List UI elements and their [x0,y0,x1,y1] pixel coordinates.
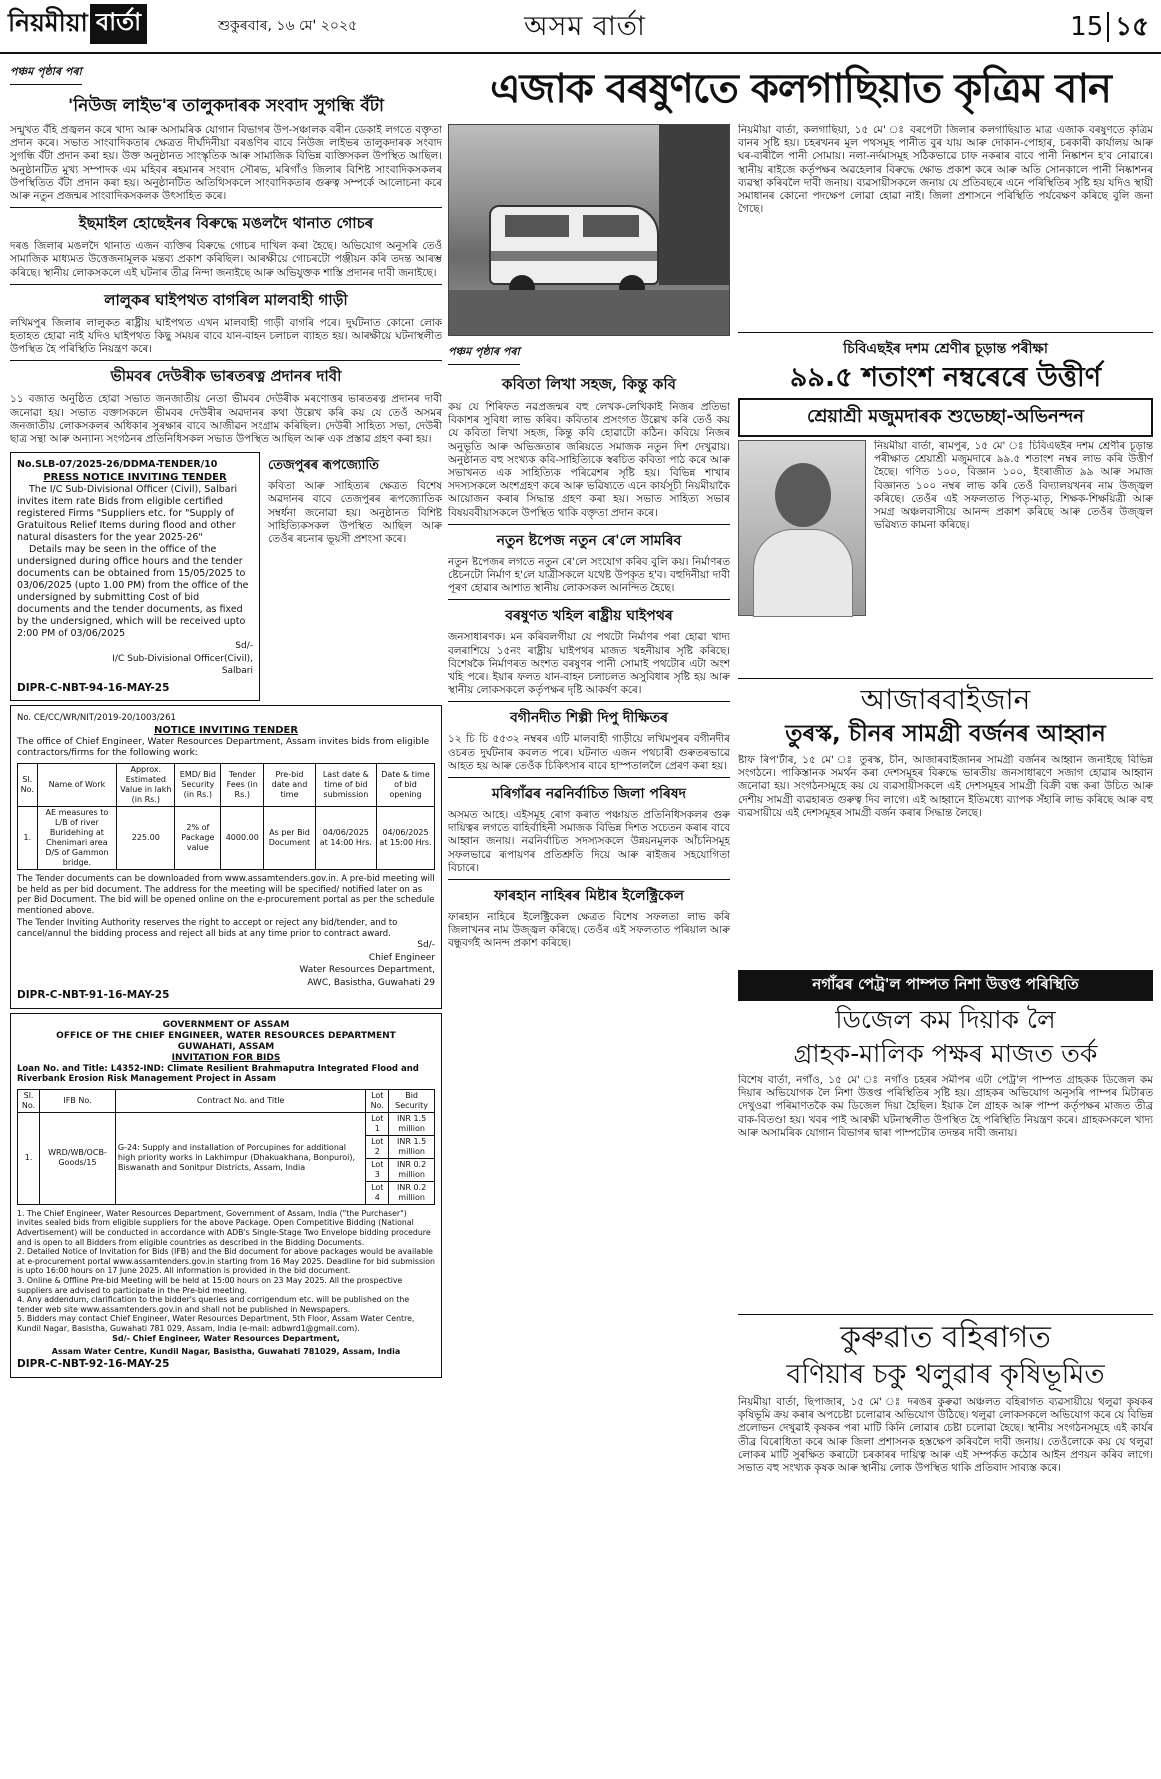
portrait-body [753,529,853,617]
continued-from-kicker: পঞ্চম পৃষ্ঠাৰ পৰা [448,343,520,365]
student-portrait [738,440,866,616]
story-body: বিশেষ বাৰ্তা, নগাঁও, ১৫ মে' ঃ নগাঁও চহৰৰ সমীপৰ এটা পেট্ৰ'ল পাম্পত গ্ৰাহকক ডিজেল কম দিয়াৰ অভিযোগক লৈ নিশা উত্তপ্ত পৰিস্থিতিৰ সৃষ্টি হয়। গ্ৰাহকৰ অভিযোগ অনুসৰি পাম্পৰ মিটাৰত দেখুওৱা পৰিমাণতকৈ কম ডিজেল দিয়া হৈছিল। ইয়াক লৈ গ্ৰাহক আৰু পাম্প কৰ্তৃপক্ষৰ মাজত তীব্ৰ বাক-বিতণ্ডা হয়। খবৰ পাই আৰক্ষী ঘটনাস্থলীত উপস্থিত হৈ পৰিস্থিতি নিয়ন্ত্ৰণ কৰে। গ্ৰাহকসকলে খাদ্য আৰু অসামৰিক যোগান বিভাগৰ দ্বাৰা পাম্পটোৰ তদন্তৰ দাবী জনায়। [738,1074,1153,1139]
story-body: নিয়মীয়া বাৰ্তা, ৰামপুৰ, ১৫ মে' ঃ চিবিএছইৰ দশম শ্ৰেণীৰ চূড়ান্ত পৰীক্ষাত শ্ৰেয়াশ্ৰী মজুমদাৰে ৯৯.৫ শতাংশ নম্বৰ লাভ কৰি উত্তীৰ্ণ হৈছে। গণিত ১০০, বিজ্ঞান ১০০, ইংৰাজীত ৯৯ আৰু সমাজ বিজ্ঞানত ১০০ নম্বৰ লাভ কৰি তেওঁ বিদ্যালয়খনৰ নাম উজ্জ্বল কৰিছে। তেওঁৰ এই সফলতাত পিতৃ-মাতৃ, শিক্ষক-শিক্ষয়িত্ৰী আৰু সমগ্ৰ অঞ্চলবাসীয়ে আনন্দ প্ৰকাশ কৰিছে আৰু তেওঁৰ উজ্জ্বল ভৱিষ্যত কামনা কৰিছে। [874,440,1153,532]
table-row [18,807,435,870]
table-header-cell: Lot No. [366,1089,389,1112]
story-body: নিয়মীয়া বাৰ্তা, ছিপাজাৰ, ১৫ মে' ঃ দৰঙৰ কুৰুৱা অঞ্চলত বহিৰাগত ব্যৱসায়ীয়ে থলুৱা কৃষকৰ কৃষিভূমি ক্ৰয় কৰাৰ অপচেষ্টা চলোৱাৰ অভিযোগ উঠিছে। থলুৱা লোকসকলে অভিযোগ কৰে যে বিভিন্ন প্ৰলোভন দেখুৱাই কৃষকৰ পৰা মাটি কিনি লোৱাৰ চেষ্টা চলোৱা হৈছে। স্থানীয় সংগঠনসমূহে এই কাৰ্যৰ তীব্ৰ বিৰোধিতা কৰে আৰু জিলা প্ৰশাসনক হস্তক্ষেপ কৰিবলৈ দাবী জনায়। তেওঁলোকে কয় যে থলুৱা লোকৰ মাটি সুৰক্ষিত কৰাটো চৰকাৰৰ দায়িত্ব আৰু এই সম্পৰ্কত কঠোৰ আইন প্ৰণয়ন কৰিব লাগে। সভাত বহু সংখ্যক কৃষক আৰু স্থানীয় লোক উপস্থিত থাকি প্ৰতিবাদ সাব্যস্ত কৰে। [738,1396,1153,1475]
table-cell: 225.00 [117,807,175,870]
table-cell: INR 1.5 million [389,1112,435,1135]
table-header-cell: Sl. No. [18,764,38,807]
story-body: ফাৰহান নাহিৰে ইলেক্ট্ৰিকেল ক্ষেত্ৰত বিশেষ সফলতা লাভ কৰি জিলাখনৰ নাম উজ্জ্বল কৰিছে। তেওঁৰ এই সফলতাত পৰিয়াল আৰু বন্ধুবৰ্গই আনন্দ প্ৰকাশ কৰিছে। [448,911,730,950]
table-header-cell: Pre-bid date and time [264,764,315,807]
result-story [738,440,1153,674]
story-body: ১১ বজাত অনুষ্ঠিত হোৱা সভাত জনজাতীয় নেতা ভীমবৰ দেউৰীক মৰণোত্তৰ ভাৰতৰত্ন প্ৰদানৰ দাবী জনোৱা হয়। সভাত বক্তাসকলে ভীমবৰ দেউৰীৰ অৱদানৰ কথা উল্লেখ কৰি কয় যে তেওঁ অসমৰ জনজাতীয় লোকসকলৰ অধিকাৰ সুৰক্ষাৰ বাবে আজীৱন সংগ্ৰাম কৰিছিল। দেউৰী সাহিত্য সভা, দেউৰী ছাত্ৰ সন্থা আৰু অন্যান্য সংগঠনৰ প্ৰতিনিধিসকল সভাত উপস্থিত আছিল আৰু এক প্ৰস্তাৱ গ্ৰহণ কৰা হয়। [10,393,442,446]
tender-ref: No.SLB-07/2025-26/DDMA-TENDER/10 [17,459,218,471]
table-cell: 04/06/2025 at 15:00 Hrs. [377,807,435,870]
sig-line: Chief Engineer [368,952,435,963]
continued-from-kicker: পঞ্চম পৃষ্ঠাৰ পৰা [10,63,82,85]
story-title: তেজপুৰৰ ৰূপজ্যোতি [268,458,379,474]
tender-body-details: Details may be seen in the office of the undersigned during office hours and the tender documents can be obtained from 15/05/2025 to 03/06/2025 (upto 1.00 PM) from the office of the undersigned by submitting Cost of bid documents and the tender documents, as fixed by the undersigned, which will be received upto 2:00 PM of 03/06/2025 [17,544,249,640]
side-story [268,452,442,701]
sig-line: Sd/- [417,940,435,951]
main-headline: এজাক বৰষুণতে কলগাছিয়াত কৃত্ৰিম বান [490,66,1111,112]
divider [10,360,442,361]
table-cell: Lot 2 [366,1135,389,1158]
divider [738,332,1153,333]
table-cell: INR 1.5 million [389,1135,435,1158]
ifb-office: OFFICE OF THE CHIEF ENGINEER, WATER RESOURCES DEPARTMENT [56,1030,396,1041]
table-header-row [18,1089,435,1112]
table-cell: WRD/WB/OCB-Goods/15 [40,1112,116,1204]
story-headline-line1: কুৰুৱাত বহিৰাগত [840,1320,1051,1355]
tender-table [17,763,435,870]
ifb-header [17,1020,435,1064]
table-header-cell: Contract No. and Title [115,1089,365,1112]
table-cell: 2% of Package value [175,807,221,870]
table-header-cell: Name of Work [37,764,117,807]
table-cell: G-24: Supply and installation of Porcupines for additional high priority works in Lakhimpur (Dhakuakhana, Bonpuroi), Biswanath and Sonitpur Districts, Assam, India [115,1112,365,1204]
story-title: বৰষুণত খহিল ৰাষ্ট্ৰীয় ঘাইপথৰ [505,608,673,625]
ifb-title: INVITATION FOR BIDS [171,1052,281,1063]
table-header-cell: Approx. Estimated Value in lakh (in Rs.) [117,764,175,807]
ifb-loan: Loan No. and Title: L4352-IND: Climate Resilient Brahmaputra Integrated Flood and Riverbank Erosion Risk Management Project in Assam [17,1063,419,1085]
greeting-headline: শ্ৰেয়াশ্ৰী মজুমদাৰক শুভেচ্ছা-অভিনন্দন [738,398,1153,437]
left-column [10,60,442,1772]
right-column [738,124,1153,1772]
table-header-cell: Bid Security [389,1089,435,1112]
lead-story-body: নিয়মীয়া বাৰ্তা, কলগাছিয়া, ১৫ মে' ঃ বৰপেটা জিলাৰ কলগাছিয়াত মাত্ৰ এজাক বৰষুণতে কৃত্ৰিম বানৰ সৃষ্টি হয়। চহৰখনৰ মূল পথসমূহ পানীত বুৰ যায় আৰু দোকান-পোহাৰ, চৰকাৰী কাৰ্যালয় আৰু ঘৰ-বাৰীলৈ পানী সোমায়। নলা-নৰ্দমাসমূহ সঠিকভাৱে চাফ নকৰাৰ বাবে পানী নিষ্কাশন হ'ব নোৱাৰে। স্থানীয় ৰাইজে কৰ্তৃপক্ষৰ অৱহেলাৰ বিৰুদ্ধে ক্ষোভ প্ৰকাশ কৰে আৰু অতি সোনকালে পানী নিষ্কাশনৰ ব্যৱস্থা কৰিবলৈ দাবী জনায়। ব্যৱসায়ীসকলে জনায় যে প্ৰতিবছৰে এনে পৰিস্থিতিৰ সৃষ্টি হয় যদিও স্থায়ী সমাধানৰ কোনো পদক্ষেপ লোৱা হোৱা নাই। জিলা প্ৰশাসনে পৰিস্থিতি পৰ্যবেক্ষণ কৰিছে বুলি জনা গৈছে। [738,124,1153,216]
table-cell: 4000.00 [221,807,264,870]
tender-title: PRESS NOTICE INVITING TENDER [43,471,227,483]
story-body: কবিতা আৰু সাহিত্যৰ ক্ষেত্ৰত বিশেষ অৱদানৰ বাবে তেজপুৰৰ ৰূপজ্যোতিক সম্বৰ্ধনা জনোৱা হয়। অনুষ্ঠানত বিশিষ্ট সাহিত্যিকসকল উপস্থিত আছিল আৰু তেওঁৰ ৰচনাৰ ভূয়সী প্ৰশংসা কৰে। [268,480,442,546]
story-body: জনসাধাৰণক। মন কৰিবলগীয়া যে পথটো নিৰ্মাণৰ পৰা হোৱা খাদ্য বলৰাশিয়ে ১৫নং ৰাষ্ট্ৰীয় ঘাইপথৰ মাজত খহনীয়াৰ সৃষ্টি কৰিছে। বিশেষকৈ নিৰ্মাণৰত অংশত বৰষুণৰ পানী সোমাই পথটোৰ এটা অংশ খহি পৰে। ইয়াৰ ফলত যান-বাহন চলাচলত অসুবিধাৰ সৃষ্টি হয় আৰু স্থানীয় লোকসকলে কৰ্তৃপক্ষৰ দৃষ্টি আকৰ্ষণ কৰে। [448,631,730,697]
logo-text-right: বাৰ্তা [90,4,147,44]
story-title: ইছমাইল হোছেইনৰ বিৰুদ্ধে মঙলদৈ থানাত গোচৰ [78,214,374,233]
tender-body: The office of Chief Engineer, Water Resources Department, Assam invites bids from eligible contractors/firms for the following work: [17,737,430,759]
story-title: মৰিগাঁৱৰ নৱনিৰ্বাচিত জিলা পৰিষদ [492,786,686,803]
table-cell: Lot 1 [366,1112,389,1135]
table-header-row [18,764,435,807]
table-cell: 04/06/2025 at 14:00 Hrs. [315,807,376,870]
story-body: অসমত আহে। এইসমূহ ৰোগ কৰাত পঞ্চায়ত প্ৰতিনিধিসকলৰ গুৰু দায়িত্বৰ লগতে বাহিৰ্বাহিনী সমাজক বিভিন্ন দিশত সচেতন কৰাৰ বাবে আহ্বান জনায়। নৱনিৰ্বাচিত সদস্যসকলে উন্নয়নমূলক আঁচনিসমূহ সফলভাৱে ৰূপায়ণৰ প্ৰতিশ্ৰুতি দিয়ে আৰু ৰাইজৰ সহযোগিতা বিচাৰে। [448,809,730,874]
sig-line: AWC, Basistha, Guwahati 29 [307,977,435,988]
story-body: দৰঙ জিলাৰ মঙলদৈ থানাত এজন ব্যক্তিৰ বিৰুদ্ধে গোচৰ দাখিল কৰা হৈছে। অভিযোগ অনুসৰি তেওঁ সামাজিক মাধ্যমত উত্তেজনামূলক মন্তব্য প্ৰকাশ কৰিছিল। আৰক্ষীয়ে গোচৰটো পঞ্জীয়ন কৰি তদন্ত আৰম্ভ কৰিছে। স্থানীয় লোকসকলে এই ঘটনাৰ তীব্ৰ নিন্দা জনাইছে আৰু অভিযুক্তক শাস্তি প্ৰদানৰ দাবী জনাইছে। [10,240,442,279]
story-title: বগীনদীত শিল্পী দিপু দীক্ষিতৰ [509,710,669,727]
table-cell: Lot 4 [366,1181,389,1204]
table-cell: Lot 3 [366,1158,389,1181]
story-headline-line1: ডিজেল কম দিয়াক লৈ [835,1005,1056,1034]
story-kicker: নগাঁৱৰ পেট্ৰ'ল পাম্পত নিশা উত্তপ্ত পৰিস্থিতি [738,970,1153,1001]
story-headline-line2: তুৰস্ক, চীনৰ সামগ্ৰী বৰ্জনৰ আহ্বান [785,721,1106,747]
story-body: কয় যে শিৰিফত নৱপ্ৰজন্মৰ বহু লেখক-লেখিকাই নিজৰ প্ৰতিভা বিকাশৰ সুবিধা লাভ কৰিব। কবিতাৰ প্ৰসংগত উল্লেখ কৰি তেওঁ কয় যে কবিতা লিখা সহজ, কিন্তু কবি হোৱাটো কঠিন। কবিয়ে নিজৰ অনুভূতি আৰু অভিজ্ঞতাৰ জৰিয়তে সমাজক নতুন দিশ দেখুৱায়। অনুষ্ঠানত বহু সংখ্যক কবি-সাহিত্যিকে স্বৰচিত কবিতা পাঠ কৰে আৰু সভাখনত এক সাহিত্যিক পৰিৱেশৰ সৃষ্টি হয়। বিভিন্ন শাখাৰ সদস্যসকলে অংশগ্ৰহণ কৰে আৰু ভৱিষ্যতে এনে কাৰ্যসূচী নিয়মীয়াকৈ আয়োজন কৰাৰ সিদ্ধান্ত গ্ৰহণ কৰা হয়। সভাত সাহিত্য সভাৰ বিষয়ববীয়াসকলে উপস্থিত থাকি বক্তৃতা প্ৰদান কৰে। [448,401,730,519]
portrait-head [775,463,831,527]
result-headline: ৯৯.৫ শতাংশ নম্বৰেৰে উত্তীৰ্ণ [789,362,1102,393]
story-title: ফাৰহান নাহিৰৰ মিষ্টাৰ ইলেক্ট্ৰিকেল [494,888,684,905]
page-number-as: ১৫ [1107,12,1149,42]
tender-signature [17,640,253,678]
table-cell: INR 0.2 million [389,1181,435,1204]
tender-body: The I/C Sub-Divisional Officer (Civil), Salbari invites item rate Bids from eligible certified registered Firms "Suppliers etc. for "Supply of Gratuitous Relief Items during flood and other natural disasters for the year 2025-26" [17,484,238,544]
story-body: ১২ চি চি ৫৫৩২ নম্বৰৰ এটি মালবাহী গাড়ীয়ে লখিমপুৰৰ বগীনদীৰ ওচৰত দুৰ্ঘটনাৰ কবলত পৰে। ঘটনাত এজন পথচাৰী গুৰুতৰভাৱে আহত হয় আৰু তেওঁক চিকিৎসাৰ বাবে হাস্পতাললৈ প্ৰেৰণ কৰা হয়। [448,733,730,772]
sig-line: Water Resources Department, [299,965,435,976]
tender-note: The Tender Inviting Authority reserves the right to accept or reject any bid/tender, and to cancel/annul the bidding process and reject all bids at any time prior to contract award. [17,918,398,939]
ifb-paragraph: 5. Bidders may contact Chief Engineer, Water Resources Department, 5th Floor, Assam Water Centre, Kundil Nagar, Basistha, Guwahati 781 029, Assam, India (e-mail: adbwrd1@gmail.com). [17,1314,415,1333]
divider [10,207,442,208]
ifb-paragraph: 1. The Chief Engineer, Water Resources Department, Government of Assam, India ("the Purchaser") invites sealed bids from eligible suppliers for the above Package. Open Competitive Bidding (National Advertisement) will be conducted in accordance with ADB's Single-Stage Two Envelope bidding procedure and is open to all Bidders from eligible countries as described in the Bidding Documents. [17,1208,431,1247]
story-title: লালুকৰ ঘাইপথত বাগৰিল মালবাহী গাড়ী [104,290,348,309]
tender-title: NOTICE INVITING TENDER [153,724,299,736]
divider [448,524,730,525]
story-title: ভীমবৰ দেউৰীক ভাৰতৰত্ন প্ৰদানৰ দাবী [110,367,342,386]
issue-date: শুকুৰবাৰ, ১৬ মে' ২০২৫ [218,18,358,34]
divider [448,599,730,600]
logo-text-left: নিয়মীয়া [8,7,88,37]
table-cell: INR 0.2 million [389,1158,435,1181]
dipr-code: DIPR-C-NBT-91-16-MAY-25 [17,989,170,1002]
table-cell: 1. [18,1112,40,1204]
story-title: কবিতা লিখা সহজ, কিন্তু কবি [502,375,676,393]
table-header-cell: EMD/ Bid Security (in Rs.) [175,764,221,807]
sig-line: Assam Water Centre, Kundil Nagar, Basistha, Guwahati 781029, Assam, India [51,1346,401,1356]
photo-floodwater [449,290,729,336]
sig-line: Sd/- Chief Engineer, Water Resources Department, [112,1334,340,1344]
ifb-paragraph: 2. Detailed Notice of Invitation for Bids (IFB) and the Bid document for above packages would be available at e-procurement portal www.assamtenders.gov.in starting from 16 May 2025. Deadline for bid submission is upto 16:00 hours on 17 June 2025. All information is provided in the bid document. [17,1247,435,1276]
tender-signature [17,939,435,989]
flood-photo [448,124,730,336]
table-cell: AE measures to L/B of river Buridehing at Chenimari area D/S of Gammon bridge. [37,807,117,870]
van-stripe [491,251,657,261]
sig-line: Sd/- [235,641,253,652]
notice-inviting-tender [10,705,442,1009]
story-headline-line1: আজাৰবাইজান [860,683,1031,716]
tender-ref: No. CE/CC/WR/NIT/2019-20/1003/261 [17,713,176,724]
story-body: ষ্টাফ ৰিপ'ৰ্টাৰ, ১৫ মে' ঃ তুৰস্ক, চীন, আজাৰবাইজানৰ সামগ্ৰী বৰ্জনৰ আহ্বান জনাইছে বিভিন্ন সংগঠনে। পাকিস্তানক সমৰ্থন কৰা দেশসমূহৰ বিৰুদ্ধে ভাৰতীয় জনসাধাৰণে সজাগ হোৱাৰ আহ্বান জনোৱা হয়। সংগঠনসমূহে কয় যে ব্যৱসায়ীসকলে এই দেশসমূহৰ সামগ্ৰী বিক্ৰী বন্ধ কৰা উচিত আৰু দেশীয় সামগ্ৰী ব্যৱহাৰত গুৰুত্ব দিব লাগে। এই আহ্বানে ইতিমধ্যে ব্যাপক সঁহাৰি লাভ কৰিছে আৰু বহু ব্যৱসায়ীয়ে এই দেশসমূহৰ সামগ্ৰী বৰ্জন কৰাৰ সিদ্ধান্ত লৈছে। [738,754,1153,819]
van-window [583,215,639,237]
photo-ambulance [489,205,659,285]
ifb-table [17,1089,435,1205]
press-notice-tender [10,452,260,701]
sig-line: I/C Sub-Divisional Officer(Civil), [112,653,253,664]
table-cell: As per Bid Document [264,807,315,870]
divider [10,284,442,285]
ifb-paragraph: 4. Any addendum, clarification to the bidder's queries and corrigendum etc. will be published on the tender web site www.assamtenders.gov.in and shall not be published in Newspapers. [17,1295,410,1314]
tender-note: The Tender documents can be downloaded from www.assamtenders.gov.in. A pre-bid meeting will be held as per bid document. The address for the meeting will be specified/ notified later on as per Bid Document. The bid will be opened online on the e-procurement portal as per the schedule mentioned above. [17,874,435,916]
page-number [1070,6,1149,50]
story-title: নতুন ষ্টপেজ নতুন ৰে'লে সামৰিব [496,532,682,549]
photo-tree [659,125,730,285]
tender-signature [17,1333,435,1358]
masthead [0,0,1161,54]
invitation-for-bids [10,1013,442,1378]
story-body: সন্মুখত বঁহি প্ৰজ্বলন কৰে খাদ্য আৰু অসামৰিক যোগান বিভাগৰ উপ-সঞ্চালক বৰীন ডেকাই লগতে বক্তৃতা প্ৰদান কৰে। সভাত সাংবাদিকতাৰ ক্ষেত্ৰত দীৰ্ঘদিনীয়া বৰঙণিৰ বাবে নিউজ লাইভৰ তালুকদাৰক সংবাদ সুগন্ধি বঁটা প্ৰদান কৰা হয়। উক্ত অনুষ্ঠানত সাংস্কৃতিক আৰু সামাজিক বিভিন্ন ব্যক্তিসকল উপস্থিত আছিল। অনুষ্ঠানটিত মুখ্য সম্পাদক এম মহিবৰ ৰহমানৰ সংবাদ সৌৰভ, মৰিগাঁও জিলাৰ বিশিষ্ট সাংবাদিকসকলৰ উপস্থিতিত বঁটা প্ৰদান কৰা হয়। অনুষ্ঠানটিত অতিথিসকলে সাংবাদিকতাৰ গুৰুত্ব সম্পৰ্কে আলোচনা কৰে আৰু নতুন প্ৰজন্মৰ সাংবাদিকসকলক উৎসাহিত কৰে। [10,124,442,203]
divider [448,701,730,702]
ifb-gov: GOVERNMENT OF ASSAM [162,1019,290,1030]
dipr-code: DIPR-C-NBT-94-16-MAY-25 [17,681,170,694]
table-header-cell: Sl. No. [18,1089,40,1112]
story-headline-line2: গ্ৰাহক-মালিক পক্ষৰ মাজত তৰ্ক [793,1039,1098,1068]
divider [448,777,730,778]
table-header-cell: Date & time of bid opening [377,764,435,807]
table-row [18,1112,435,1135]
story-headline-line2: বণিয়াৰ চকু থলুৱাৰ কৃষিভূমিত [786,1359,1105,1390]
divider [738,678,1153,679]
page-number-en: 15 [1070,12,1104,42]
story-body: লখিমপুৰ জিলাৰ লালুকত ৰাষ্ট্ৰীয় ঘাইপথত এখন মালবাহী গাড়ী বাগৰি পৰে। দুৰ্ঘটনাত কোনো লোক হতাহত হোৱা নাই যদিও ঘাইপথত কিছু সময়ৰ বাবে যান-বাহন চলাচল ব্যাহত হয়। আৰক্ষীয়ে ঘটনাস্থলীত উপস্থিত হৈ পৰিস্থিতি নিয়ন্ত্ৰণ কৰে। [10,316,442,356]
ifb-city: GUWAHATI, ASSAM [177,1041,275,1052]
result-kicker: চিবিএছইৰ দশম শ্ৰেণীৰ চূড়ান্ত পৰীক্ষা [843,341,1048,357]
van-window [505,215,569,237]
sig-line: Salbari [221,666,253,677]
newspaper-logo [8,8,147,40]
center-column [448,340,730,1772]
divider [738,1314,1153,1315]
table-cell: 1. [18,807,38,870]
ifb-paragraph: 3. Online & Offline Pre-bid Meeting will be held at 15:00 hours on 23 May 2025. All the prospective suppliers are advised to participate in the Pre-bid meeting. [17,1275,403,1295]
divider [448,879,730,880]
table-header-cell: Last date & time of bid submission [315,764,376,807]
story-title: 'নিউজ লাইভ'ৰ তালুকদাৰক সংবাদ সুগন্ধি বঁটা [68,96,384,116]
dipr-code: DIPR-C-NBT-92-16-MAY-25 [17,1358,170,1371]
section-title: অসম বাৰ্তা [524,11,646,42]
table-header-cell: Tender Fees (in Rs.) [221,764,264,807]
story-body: নতুন ষ্টপেজৰ লগতে নতুন ৰে'লে সংযোগ কৰিব বুলি কয়। নিৰ্মাণৰত ষ্টেচনটো নিৰ্মাণ হ'লে যাত্ৰীসকলে যথেষ্ট উপকৃত হ'ব। বহুদিনীয়া দাবী পূৰণ হোৱাৰ আশাত স্থানীয় লোকসকল আনন্দিত হৈছে। [448,555,730,595]
ifb-paragraphs [17,1209,435,1334]
table-header-cell: IFB No. [40,1089,116,1112]
